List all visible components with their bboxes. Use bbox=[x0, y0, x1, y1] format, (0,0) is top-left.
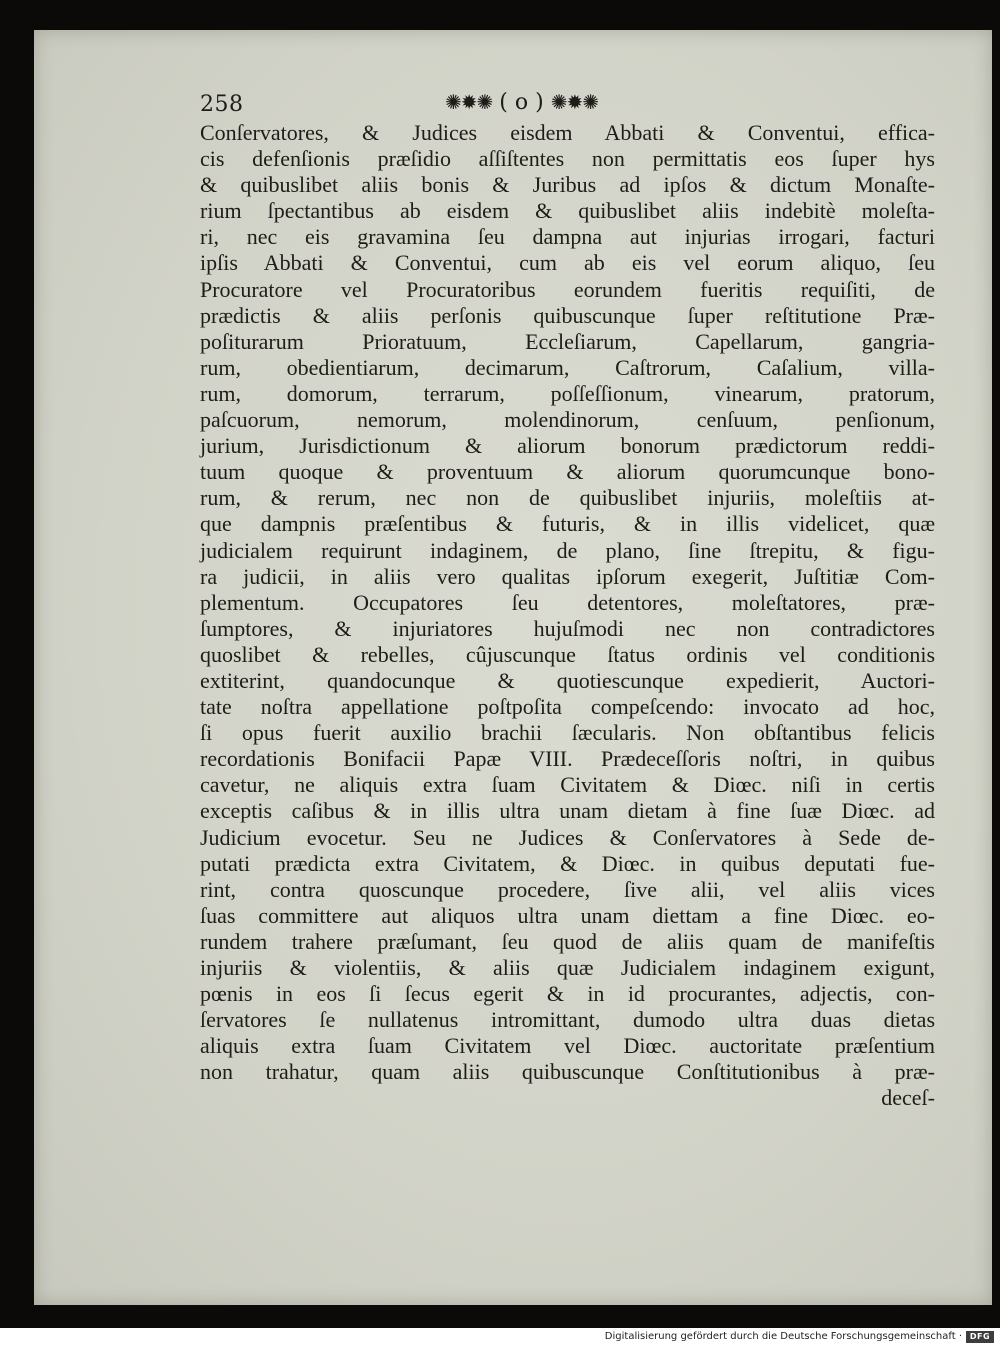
text-line: rum, & rerum, nec non de quibuslibet injuriis, moleſtiis at- bbox=[200, 485, 935, 511]
text-line: ipſis Abbati & Conventui, cum ab eis vel eorum aliquo, ſeu bbox=[200, 250, 935, 276]
text-line: putati prædicta extra Civitatem, & Diœc. in quibus deputati fue- bbox=[200, 850, 935, 876]
text-line: jurium, Jurisdictionum & aliorum bonorum prædictorum reddi- bbox=[200, 433, 935, 459]
text-line: judicialem requirunt indaginem, de plano, ſine ſtrepitu, & figu- bbox=[200, 537, 935, 563]
text-line: ri, nec eis gravamina ſeu dampna aut injurias irrogari, facturi bbox=[200, 224, 935, 250]
page-number: 258 bbox=[200, 92, 244, 117]
text-line: exceptis caſibus & in illis ultra unam dietam à fine ſuæ Diœc. ad bbox=[200, 798, 935, 824]
text-line: rium ſpectantibus ab eisdem & quibuslibet aliis indebitè moleſta- bbox=[200, 198, 935, 224]
text-line: & quibuslibet aliis bonis & Juribus ad ipſos & dictum Monaſte- bbox=[200, 172, 935, 198]
running-head bbox=[445, 90, 598, 115]
text-line: paſcuorum, nemorum, molendinorum, cenſuum, penſionum, bbox=[200, 407, 935, 433]
text-line: ra judicii, in aliis vero qualitas ipſorum exegerit, Juſtitiæ Com- bbox=[200, 563, 935, 589]
text-line: rum, domorum, terrarum, poſſeſſionum, vinearum, pratorum, bbox=[200, 380, 935, 406]
text-line: injuriis & violentiis, & aliis quæ Judicialem indaginem exigunt, bbox=[200, 955, 935, 980]
text-line: quoslibet & rebelles, cûjuscunque ſtatus ordinis vel conditionis bbox=[200, 641, 935, 667]
text-line: prædictis & aliis perſonis quibuscunque ſuper reſtitutione Præ- bbox=[200, 302, 935, 328]
text-line: recordationis Bonifacii Papæ VIII. Prædeceſſoris noſtri, in quibus bbox=[200, 746, 935, 772]
text-line: aliquis extra ſuam Civitatem vel Diœc. auctoritate præſentium bbox=[200, 1033, 935, 1059]
footer-credit: Digitalisierung gefördert durch die Deutsche Forschungsgemeinschaft · bbox=[604, 1331, 962, 1342]
text-line: ſuas committere aut aliquos ultra unam diettam a fine Diœc. eo- bbox=[200, 902, 935, 928]
body-text bbox=[200, 120, 935, 1112]
text-line: rundem trahere præſumant, ſeu quod de aliis quam de manifeſtis bbox=[200, 928, 935, 954]
text-line: rint, contra quoscunque procedere, ſive alii, vel aliis vices bbox=[200, 876, 935, 902]
text-line: non trahatur, quam aliis quibuscunque Conſtitutionibus à præ- bbox=[200, 1059, 935, 1085]
text-line: extiterint, quandocunque & quotiescunque expedierit, Auctori- bbox=[200, 667, 935, 693]
text-line: Conſervatores, & Judices eisdem Abbati & Conventui, effica- bbox=[200, 120, 935, 145]
text-line: Judicium evocetur. Seu ne Judices & Conſervatores à Sede de- bbox=[200, 824, 935, 850]
text-line: cis defenſionis præſidio aſſiſtentes non permittatis eos ſuper hys bbox=[200, 146, 935, 172]
dfg-logo: DFG bbox=[966, 1331, 994, 1343]
text-line: ſumptores, & injuriatores hujuſmodi nec non contradictores bbox=[200, 615, 935, 641]
footer bbox=[0, 1328, 1000, 1347]
text-line: Procuratore vel Procuratoribus eorundem fueritis requiſiti, de bbox=[200, 276, 935, 302]
center-mark: ( o ) bbox=[499, 90, 544, 115]
ornament-left-icon: ✺✹✺ bbox=[445, 90, 493, 114]
text-line: rum, obedientiarum, decimarum, Caſtrorum, Caſalium, villa- bbox=[200, 354, 935, 380]
catchword: deceſ- bbox=[881, 1085, 935, 1111]
ornament-right-icon: ✺✹✺ bbox=[550, 90, 598, 114]
text-line: poſiturarum Prioratuum, Eccleſiarum, Capellarum, gangria- bbox=[200, 328, 935, 354]
text-line: tuum quoque & proventuum & aliorum quorumcunque bono- bbox=[200, 459, 935, 485]
text-line: que dampnis præſentibus & futuris, & in illis videlicet, quæ bbox=[200, 511, 935, 537]
text-line: cavetur, ne aliquis extra ſuam Civitatem & Diœc. niſi in certis bbox=[200, 772, 935, 798]
text-line: plementum. Occupatores ſeu detentores, moleſtatores, præ- bbox=[200, 589, 935, 615]
text-line: ſervatores ſe nullatenus intromittant, dumodo ultra duas dietas bbox=[200, 1007, 935, 1033]
text-line: tate noſtra appellatione poſtpoſita compeſcendo: invocato ad hoc, bbox=[200, 694, 935, 720]
text-line: pœnis in eos ſi ſecus egerit & in id procurantes, adjectis, con- bbox=[200, 981, 935, 1007]
text-line: ſi opus fuerit auxilio brachii ſæcularis. Non obſtantibus felicis bbox=[200, 720, 935, 746]
